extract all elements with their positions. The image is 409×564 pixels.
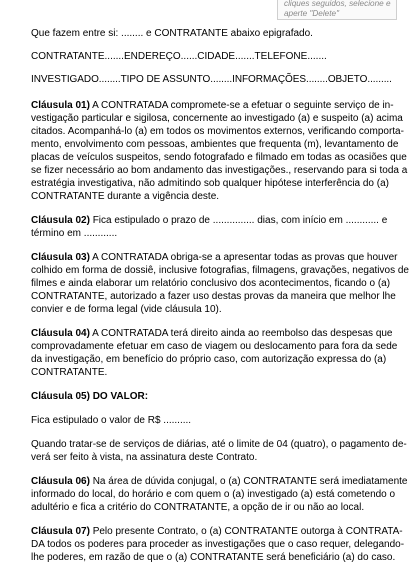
valor-line: Fica estipulado o valor de R$ .......... — [31, 415, 192, 426]
valor-paragraph — [31, 414, 376, 427]
clause-06-title: Cláusula 06) — [31, 476, 90, 487]
clause-01-line-8: CONTRATANTE durante a vigência deste. — [31, 191, 220, 202]
clause-03-line-5: convier e de forma legal (vide cláusula 10). — [31, 304, 222, 315]
investigado-line: INVESTIGADO........TIPO DE ASSUNTO........INFORMAÇÕES........OBJETO......... — [31, 74, 392, 85]
clause-03-paragraph — [31, 251, 409, 316]
clause-01-title: Cláusula 01) — [31, 100, 90, 111]
investigado-fields-line — [31, 73, 392, 86]
clause-07-line-1: Pelo presente Contrato, o (a) CONTRATANTE outorga à CONTRATA- — [92, 526, 403, 537]
clause-02-line-1: Fica estipulado o prazo de ............... dias, com início em ............ e — [92, 215, 388, 226]
clause-05-title: Cláusula 05) DO VALOR: — [31, 391, 149, 402]
clause-01-line-3: citados. Acompanhá-lo (a) em todos os movimentos externos, verificando comporta- — [31, 126, 404, 137]
clause-03-line-1: A CONTRATADA obriga-se a apresentar todas as provas que houver — [92, 252, 398, 263]
clause-04-line-3: da investigação, em benefício do próprio caso, com autorização expressa do (a) — [31, 354, 387, 365]
clause-04-line-2: comprovadamente efetuar em caso de viagem ou deslocamento para fora da sede — [31, 341, 398, 352]
clause-02-line-2: término em ............ — [31, 228, 118, 239]
clause-06-line-3: adultério e fica a critério do CONTRATANTE, a opção de ir ou não ao local. — [31, 502, 365, 513]
intro-line: Que fazem entre si: ........ e CONTRATANTE abaixo epigrafado. — [31, 28, 313, 39]
clause-04-line-4: CONTRATANTE. — [31, 367, 108, 378]
clause-06-line-2: informado do local, do horário e com quem o (a) investigado (a) está cometendo o — [31, 489, 396, 500]
diarias-line-2: verá ser feito à vista, na assinatura deste Contrato. — [31, 452, 258, 463]
clause-03-line-3: filmes e ainda elaborar um relatório conclusivo dos acontecimentos, ficando o (a) — [31, 278, 391, 289]
clause-01-line-7: estratégia investigativa, não admitindo sob qualquer hipótese interferência do (a) — [31, 178, 389, 189]
clause-04-line-1: A CONTRATADA terá direito ainda ao reembolso das despesas que — [92, 328, 393, 339]
intro-paragraph — [31, 27, 376, 40]
clause-06-line-1: Na área de dúvida conjugal, o (a) CONTRATANTE será imediatamente — [92, 476, 408, 487]
clause-01-line-5: placas de veículos suspeitos, sendo fotografado e filmado em todas as ocasiões que — [31, 152, 407, 163]
clause-07-line-3: lhe poderes, em razão de que o (a) CONTRATANTE será beneficiário (a) do caso. — [31, 552, 396, 563]
clause-01-paragraph — [31, 99, 408, 203]
clause-01-line-1: A CONTRATADA compromete-se a efetuar o seguinte serviço de in- — [92, 100, 394, 111]
hint-line-1: cliques seguidos, selecione e — [284, 0, 391, 8]
hint-line-2: aperte "Delete" — [284, 9, 339, 18]
contract-text — [31, 27, 409, 564]
clause-01-line-2: vestigação particular e sigilosa, concernente ao investigado (a) e suspeito (a) acima — [31, 113, 403, 124]
clause-01-line-6: se fizer necessário ao bom andamento das investigações., reservando para si toda a — [31, 165, 408, 176]
clause-04-paragraph — [31, 327, 398, 379]
clause-02-title: Cláusula 02) — [31, 215, 90, 226]
diarias-paragraph — [31, 438, 407, 464]
clause-05-heading — [31, 390, 376, 403]
clause-02-paragraph — [31, 214, 388, 240]
clause-01-line-4: mento, envolvimento com pessoas, ambientes que frequenta (m), levantamento de — [31, 139, 399, 150]
clause-03-line-2: colhido em forma de dossiê, inclusive fotografias, filmagens, gravações, negativos de — [31, 265, 409, 276]
clause-07-title: Cláusula 07) — [31, 526, 90, 537]
diarias-line-1: Quando tratar-se de serviços de diárias, até o limite de 04 (quatro), o pagamento de- — [31, 439, 407, 450]
clause-06-paragraph — [31, 475, 408, 514]
clause-07-paragraph — [31, 525, 405, 564]
instruction-hint-box — [277, 0, 397, 20]
clause-03-title: Cláusula 03) — [31, 252, 90, 263]
contratante-line: CONTRATANTE.......ENDEREÇO......CIDADE.......TELEFONE....... — [31, 51, 327, 62]
clause-03-line-4: CONTRATANTE, autorizado a fazer uso destas provas da maneira que melhor lhe — [31, 291, 396, 302]
clause-07-line-2: DA todos os poderes para proceder as investigações que o caso requer, delegando- — [31, 539, 405, 550]
clause-04-title: Cláusula 04) — [31, 328, 90, 339]
contratante-fields-line — [31, 50, 376, 63]
